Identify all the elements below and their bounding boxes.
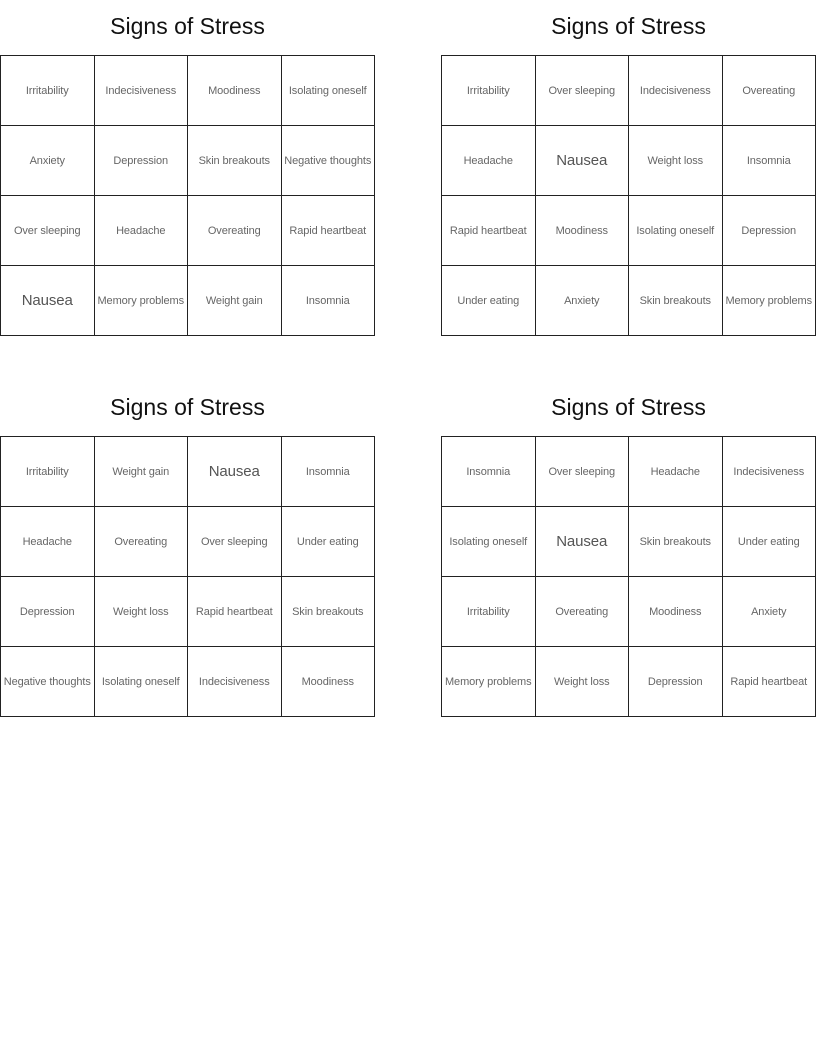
bingo-cell: Isolating oneself <box>629 196 723 266</box>
bingo-card-3 <box>0 381 375 717</box>
bingo-cell: Negative thoughts <box>1 647 95 717</box>
bingo-cell-free: Nausea <box>188 437 282 507</box>
bingo-cell: Skin breakouts <box>629 507 723 577</box>
bingo-cell: Irritability <box>442 56 536 126</box>
bingo-cell-free: Nausea <box>1 266 95 336</box>
bingo-grid <box>0 55 375 336</box>
bingo-cell: Skin breakouts <box>282 577 376 647</box>
bingo-cell: Skin breakouts <box>188 126 282 196</box>
bingo-cell: Moodiness <box>629 577 723 647</box>
bingo-grid <box>0 436 375 717</box>
bingo-cell: Headache <box>95 196 189 266</box>
bingo-cell: Depression <box>723 196 816 266</box>
bingo-cell: Headache <box>1 507 95 577</box>
bingo-cell: Rapid heartbeat <box>188 577 282 647</box>
bingo-cell: Over sleeping <box>536 56 630 126</box>
bingo-card-4 <box>441 381 816 717</box>
card-title: Signs of Stress <box>551 13 706 39</box>
bingo-cell-free: Nausea <box>536 507 630 577</box>
bingo-cell: Weight gain <box>95 437 189 507</box>
bingo-cell: Over sleeping <box>1 196 95 266</box>
bingo-cell: Moodiness <box>536 196 630 266</box>
bingo-cell: Anxiety <box>723 577 816 647</box>
card-title: Signs of Stress <box>551 394 706 420</box>
bingo-cell: Overeating <box>723 56 816 126</box>
bingo-card-2 <box>441 0 816 336</box>
bingo-cell: Under eating <box>723 507 816 577</box>
bingo-cell: Weight loss <box>95 577 189 647</box>
bingo-cell: Irritability <box>442 577 536 647</box>
bingo-cell: Depression <box>95 126 189 196</box>
bingo-grid <box>441 55 816 336</box>
bingo-cell: Overeating <box>536 577 630 647</box>
bingo-cell: Isolating oneself <box>442 507 536 577</box>
bingo-cell: Overeating <box>95 507 189 577</box>
bingo-cell: Rapid heartbeat <box>723 647 816 717</box>
bingo-cell: Irritability <box>1 56 95 126</box>
bingo-cell: Skin breakouts <box>629 266 723 336</box>
bingo-cell: Indecisiveness <box>188 647 282 717</box>
bingo-cell: Rapid heartbeat <box>442 196 536 266</box>
bingo-cell: Indecisiveness <box>95 56 189 126</box>
bingo-cell: Moodiness <box>282 647 376 717</box>
bingo-cell: Moodiness <box>188 56 282 126</box>
bingo-cell: Weight loss <box>629 126 723 196</box>
bingo-cell: Headache <box>629 437 723 507</box>
bingo-cell: Weight gain <box>188 266 282 336</box>
bingo-cell: Over sleeping <box>188 507 282 577</box>
bingo-cell: Isolating oneself <box>95 647 189 717</box>
bingo-cell: Memory problems <box>95 266 189 336</box>
bingo-cell: Weight loss <box>536 647 630 717</box>
card-title: Signs of Stress <box>110 394 265 420</box>
bingo-card-1 <box>0 0 375 336</box>
bingo-cell: Memory problems <box>723 266 816 336</box>
bingo-cell: Irritability <box>1 437 95 507</box>
bingo-cell: Insomnia <box>723 126 816 196</box>
bingo-cell: Rapid heartbeat <box>282 196 376 266</box>
bingo-cell: Anxiety <box>536 266 630 336</box>
bingo-cell: Headache <box>442 126 536 196</box>
bingo-cell-free: Nausea <box>536 126 630 196</box>
bingo-cell: Insomnia <box>442 437 536 507</box>
bingo-grid <box>441 436 816 717</box>
bingo-cell: Insomnia <box>282 437 376 507</box>
bingo-cell: Indecisiveness <box>629 56 723 126</box>
bingo-cell: Depression <box>629 647 723 717</box>
bingo-cell: Under eating <box>282 507 376 577</box>
bingo-cell: Memory problems <box>442 647 536 717</box>
bingo-cell: Indecisiveness <box>723 437 816 507</box>
bingo-cell: Isolating oneself <box>282 56 376 126</box>
bingo-cell: Overeating <box>188 196 282 266</box>
bingo-cell: Insomnia <box>282 266 376 336</box>
bingo-cell: Depression <box>1 577 95 647</box>
bingo-cell: Negative thoughts <box>282 126 376 196</box>
bingo-cell: Over sleeping <box>536 437 630 507</box>
card-title: Signs of Stress <box>110 13 265 39</box>
bingo-cell: Under eating <box>442 266 536 336</box>
bingo-cell: Anxiety <box>1 126 95 196</box>
